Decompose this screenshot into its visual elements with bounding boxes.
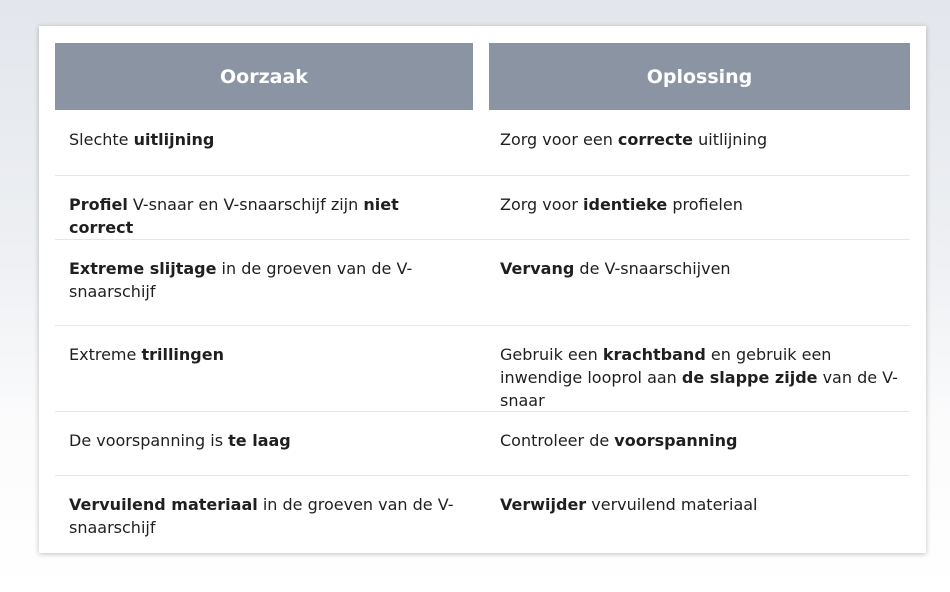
text: vervuilend materiaal: [586, 495, 758, 514]
text: van de V-snaar: [500, 368, 898, 410]
table-row: [55, 326, 910, 412]
bold-text: trillingen: [141, 345, 224, 364]
bold-text: Vervuilend materiaal: [69, 495, 258, 514]
text: Zorg voor: [500, 195, 583, 214]
solution-cell: [500, 493, 910, 516]
cause-cell: [69, 257, 464, 303]
cause-cell: [69, 343, 464, 366]
text: profielen: [667, 195, 743, 214]
text: Zorg voor een: [500, 130, 618, 149]
bold-text: Verwijder: [500, 495, 587, 514]
table-row: [55, 111, 910, 176]
table-row: [55, 476, 910, 561]
bold-text: identieke: [583, 195, 668, 214]
cause-cell: [69, 193, 464, 239]
bold-text: voorspanning: [614, 431, 738, 450]
text: uitlijning: [693, 130, 768, 149]
bold-text: Extreme slijtage: [69, 259, 217, 278]
text: en gebruik een inwendige looprol aan: [500, 345, 832, 387]
bold-text: Vervang: [500, 259, 575, 278]
solution-cell: [500, 193, 910, 216]
bold-text: Profiel: [69, 195, 128, 214]
header-solution: Oplossing: [489, 43, 910, 110]
table-row: [55, 176, 910, 240]
cause-solution-table: [55, 43, 910, 561]
table-row: [55, 412, 910, 476]
table-row: [55, 240, 910, 326]
bold-text: uitlijning: [133, 130, 215, 149]
table-body: [55, 111, 910, 561]
text: in de groeven van de V-snaarschijf: [69, 495, 454, 537]
text: Extreme: [69, 345, 142, 364]
cause-cell: [69, 493, 464, 539]
bold-text: correcte: [617, 130, 694, 149]
bold-text: te laag: [228, 431, 291, 450]
text: Gebruik een: [500, 345, 603, 364]
bold-text: krachtband: [602, 345, 706, 364]
text: Controleer de: [500, 431, 615, 450]
solution-cell: [500, 429, 910, 452]
troubleshooting-card: [39, 26, 926, 553]
header-cause: Oorzaak: [55, 43, 473, 110]
text: V-snaar en V-snaarschijf zijn: [127, 195, 364, 214]
solution-cell: [500, 257, 910, 280]
bold-text: niet correct: [69, 195, 399, 237]
text: De voorspanning is: [69, 431, 229, 450]
text: Slechte: [69, 130, 134, 149]
text: in de groeven van de V-snaarschijf: [69, 259, 413, 301]
table-header: [55, 43, 910, 111]
bold-text: de slappe zijde: [681, 368, 818, 387]
cause-cell: [69, 429, 464, 452]
text: de V-snaarschijven: [574, 259, 731, 278]
solution-cell: [500, 343, 910, 412]
solution-cell: [500, 128, 910, 151]
cause-cell: [69, 128, 464, 151]
